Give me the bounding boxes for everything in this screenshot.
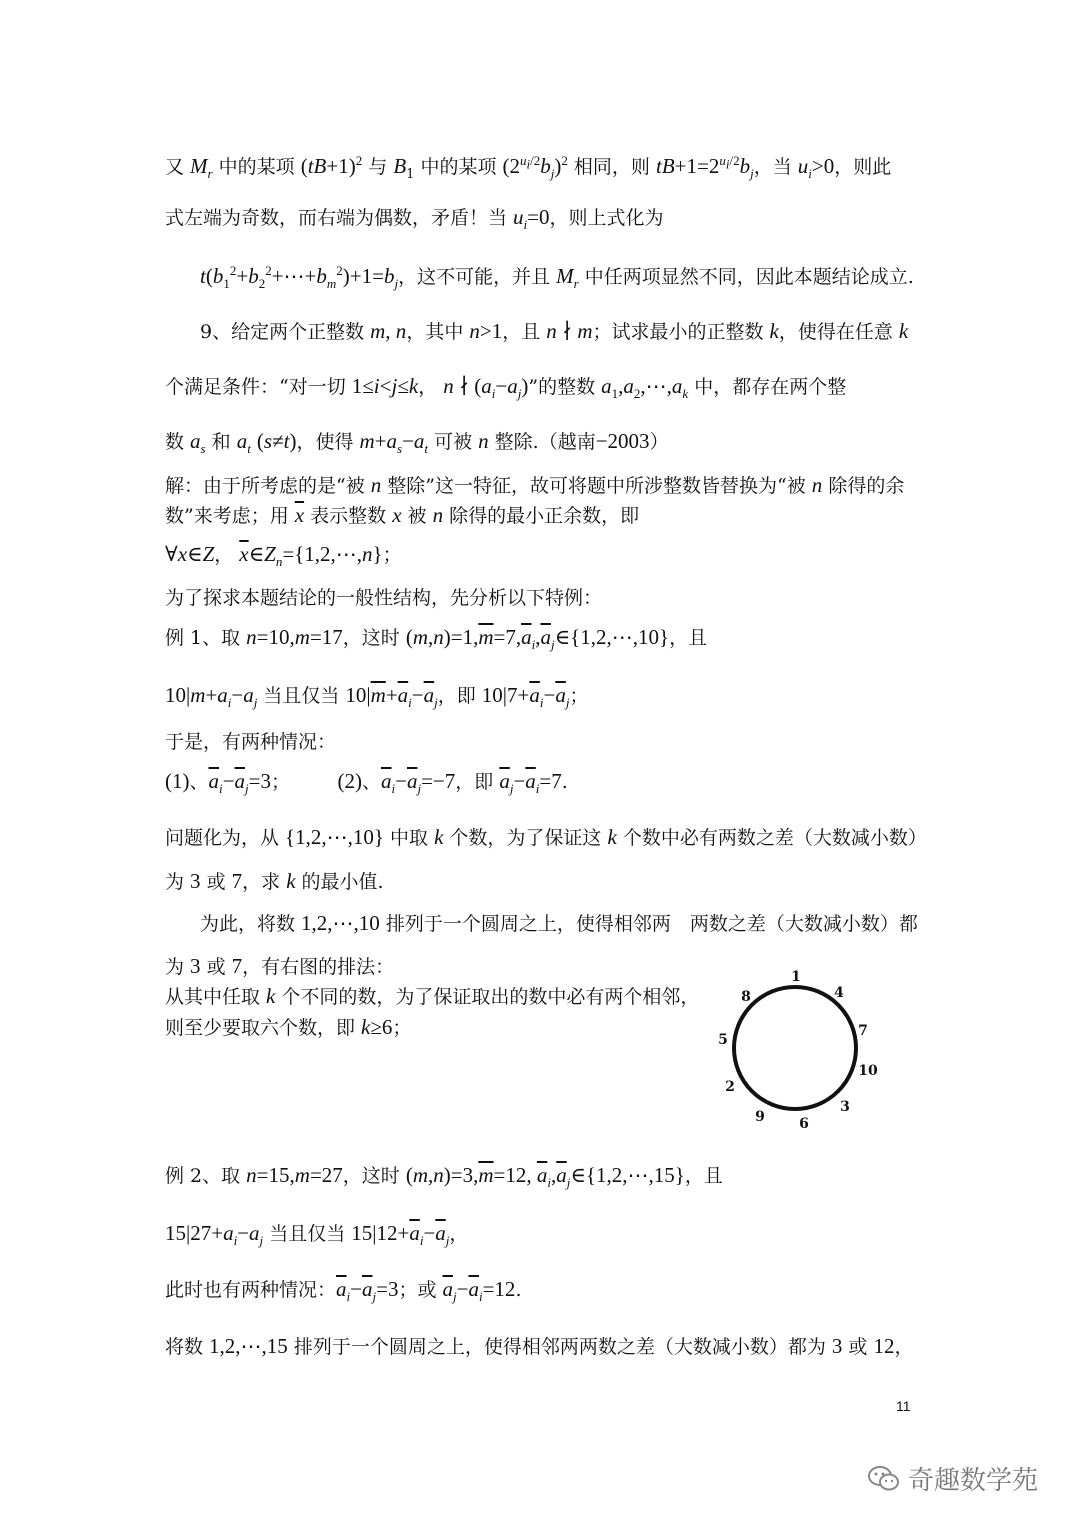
example-1-cases: (1)、$\overline{a}_i-\overline{a}_j=3$； (2)、$\overline{a}_i-\overline{a}_j=-7$，即 $\overline{a}_j-\overline{a}_i=7$. (165, 769, 568, 797)
problem-9-line-2: 个满足条件：“对一切 1≤i<j≤k， n ∤ $(a_i-a_j)$”的整数 $a_1,a_2,\cdots,a_k$ 中，都存在两个整 (165, 374, 847, 402)
circle-label-8: 8 (741, 989, 751, 1005)
text-line-3: $t(b_1^2+b_2^2+\cdots+b_m^2)+1=b_j$，这不可能，并且 $M_r$ 中任两项显然不同，因此本题结论成立. (200, 263, 914, 292)
text-line-1: 又 $M_r$ 中的某项 $(tB+1)^2$ 与 $B_1$ 中的某项 $(2^{u_i/2}b_j)^2$ 相同，则 $tB+1=2^{u_i/2}b_j$，当 $u_i>0$，则此 (165, 153, 892, 182)
circle-label-6: 6 (799, 1116, 809, 1132)
circle-label-7: 7 (858, 1023, 868, 1039)
circle-label-4: 4 (834, 985, 844, 1001)
example-1-line-10: 则至少要取六个数，即 k≥6； (165, 1015, 412, 1039)
solution-line-4: 为了探求本题结论的一般性结构，先分析以下特例： (165, 587, 603, 609)
example-2-line-3: 此时也有两种情况：$\overline{a}_i-\overline{a}_j=3$；或 $\overline{a}_j-\overline{a}_i=12$. (165, 1277, 522, 1305)
watermark-text: 奇趣数学苑 (908, 1466, 1039, 1496)
example-2-line-1: 例 2、取 n=15,m=27，这时 $(m,n)=3,\overline{m}=12$, $\overline{a}_i,\overline{a}_j\in\{1,2,\cdots,15\}$，且 (165, 1163, 723, 1191)
circle-label-1: 1 (791, 969, 801, 985)
solution-line-1: 解：由于所考虑的是“被 n 整除”这一特征，故可将题中所涉整数皆替换为“被 n 除得的余 (165, 473, 905, 497)
text-line-2: 式左端为奇数，而右端为偶数，矛盾！当 $u_i=0$，则上式化为 (165, 205, 664, 233)
example-1-line-8: 为 3 或 7，有右图的排法： (165, 954, 395, 978)
page-number: 11 (896, 1398, 911, 1414)
circle-outline (734, 987, 856, 1109)
circle-label-9: 9 (755, 1109, 765, 1125)
example-2-line-4: 将数 1,2,⋯,15 排列于一个圆周之上，使得相邻两两数之差（大数减小数）都为 3 或 12， (165, 1334, 914, 1358)
solution-line-3: ∀x∈Z， $\overline{x}\in Z_n=\{1,2,\cdots,n\}$； (165, 542, 402, 570)
circle-label-2: 2 (725, 1079, 735, 1095)
number-circle-diagram (700, 960, 900, 1140)
example-1-line-2: $10|m+a_i-a_j$ 当且仅当 $10|\overline{m}+\overline{a}_i-\overline{a}_j$，即 $10|7+\overline{a}_i-\overline{a}_j$； (165, 683, 589, 711)
example-2-line-2: $15|27+a_i-a_j$ 当且仅当 $15|12+\overline{a}_i-\overline{a}_j$， (165, 1221, 469, 1249)
circle-label-10: 10 (858, 1063, 878, 1079)
problem-9-line-3: 数 $a_s$ 和 $a_t$ (s≠t)，使得 $m+a_s-a_t$ 可被 n 整除.（越南−2003） (165, 429, 669, 457)
example-1-line-6: 为 3 或 7，求 k 的最小值. (165, 869, 384, 893)
wechat-icon (868, 1465, 900, 1493)
example-1-line-5: 问题化为，从 {1,2,⋯,10} 中取 k 个数，为了保证这 k 个数中必有两数之差（大数减小数） (165, 825, 927, 849)
example-1-line-1: 例 1、取 n=10,m=17，这时 $(m,n)=1,\overline{m}=7,\overline{a}_i,\overline{a}_j\in\{1,2,\cdots,10\}$，且 (165, 625, 708, 653)
example-1-line-7: 为此，将数 1,2,⋯,10 排列于一个圆周之上，使得相邻两 两数之差（大数减小数）都 (200, 911, 918, 935)
problem-9-line-1: 9、给定两个正整数 m, n，其中 n>1，且 n ∤ m；试求最小的正整数 k，使得在任意 k (200, 319, 909, 343)
circle-label-3: 3 (840, 1099, 850, 1115)
circle-label-5: 5 (718, 1032, 728, 1048)
solution-line-2: 数”来考虑；用 $\overline{x}$ 表示整数 x 被 n 除得的最小正余数，即 (165, 503, 640, 527)
example-1-line-9: 从其中任取 k 个不同的数，为了保证取出的数中必有两个相邻， (165, 984, 700, 1008)
example-1-line-3: 于是，有两种情况： (165, 731, 337, 753)
watermark (868, 1460, 1038, 1497)
